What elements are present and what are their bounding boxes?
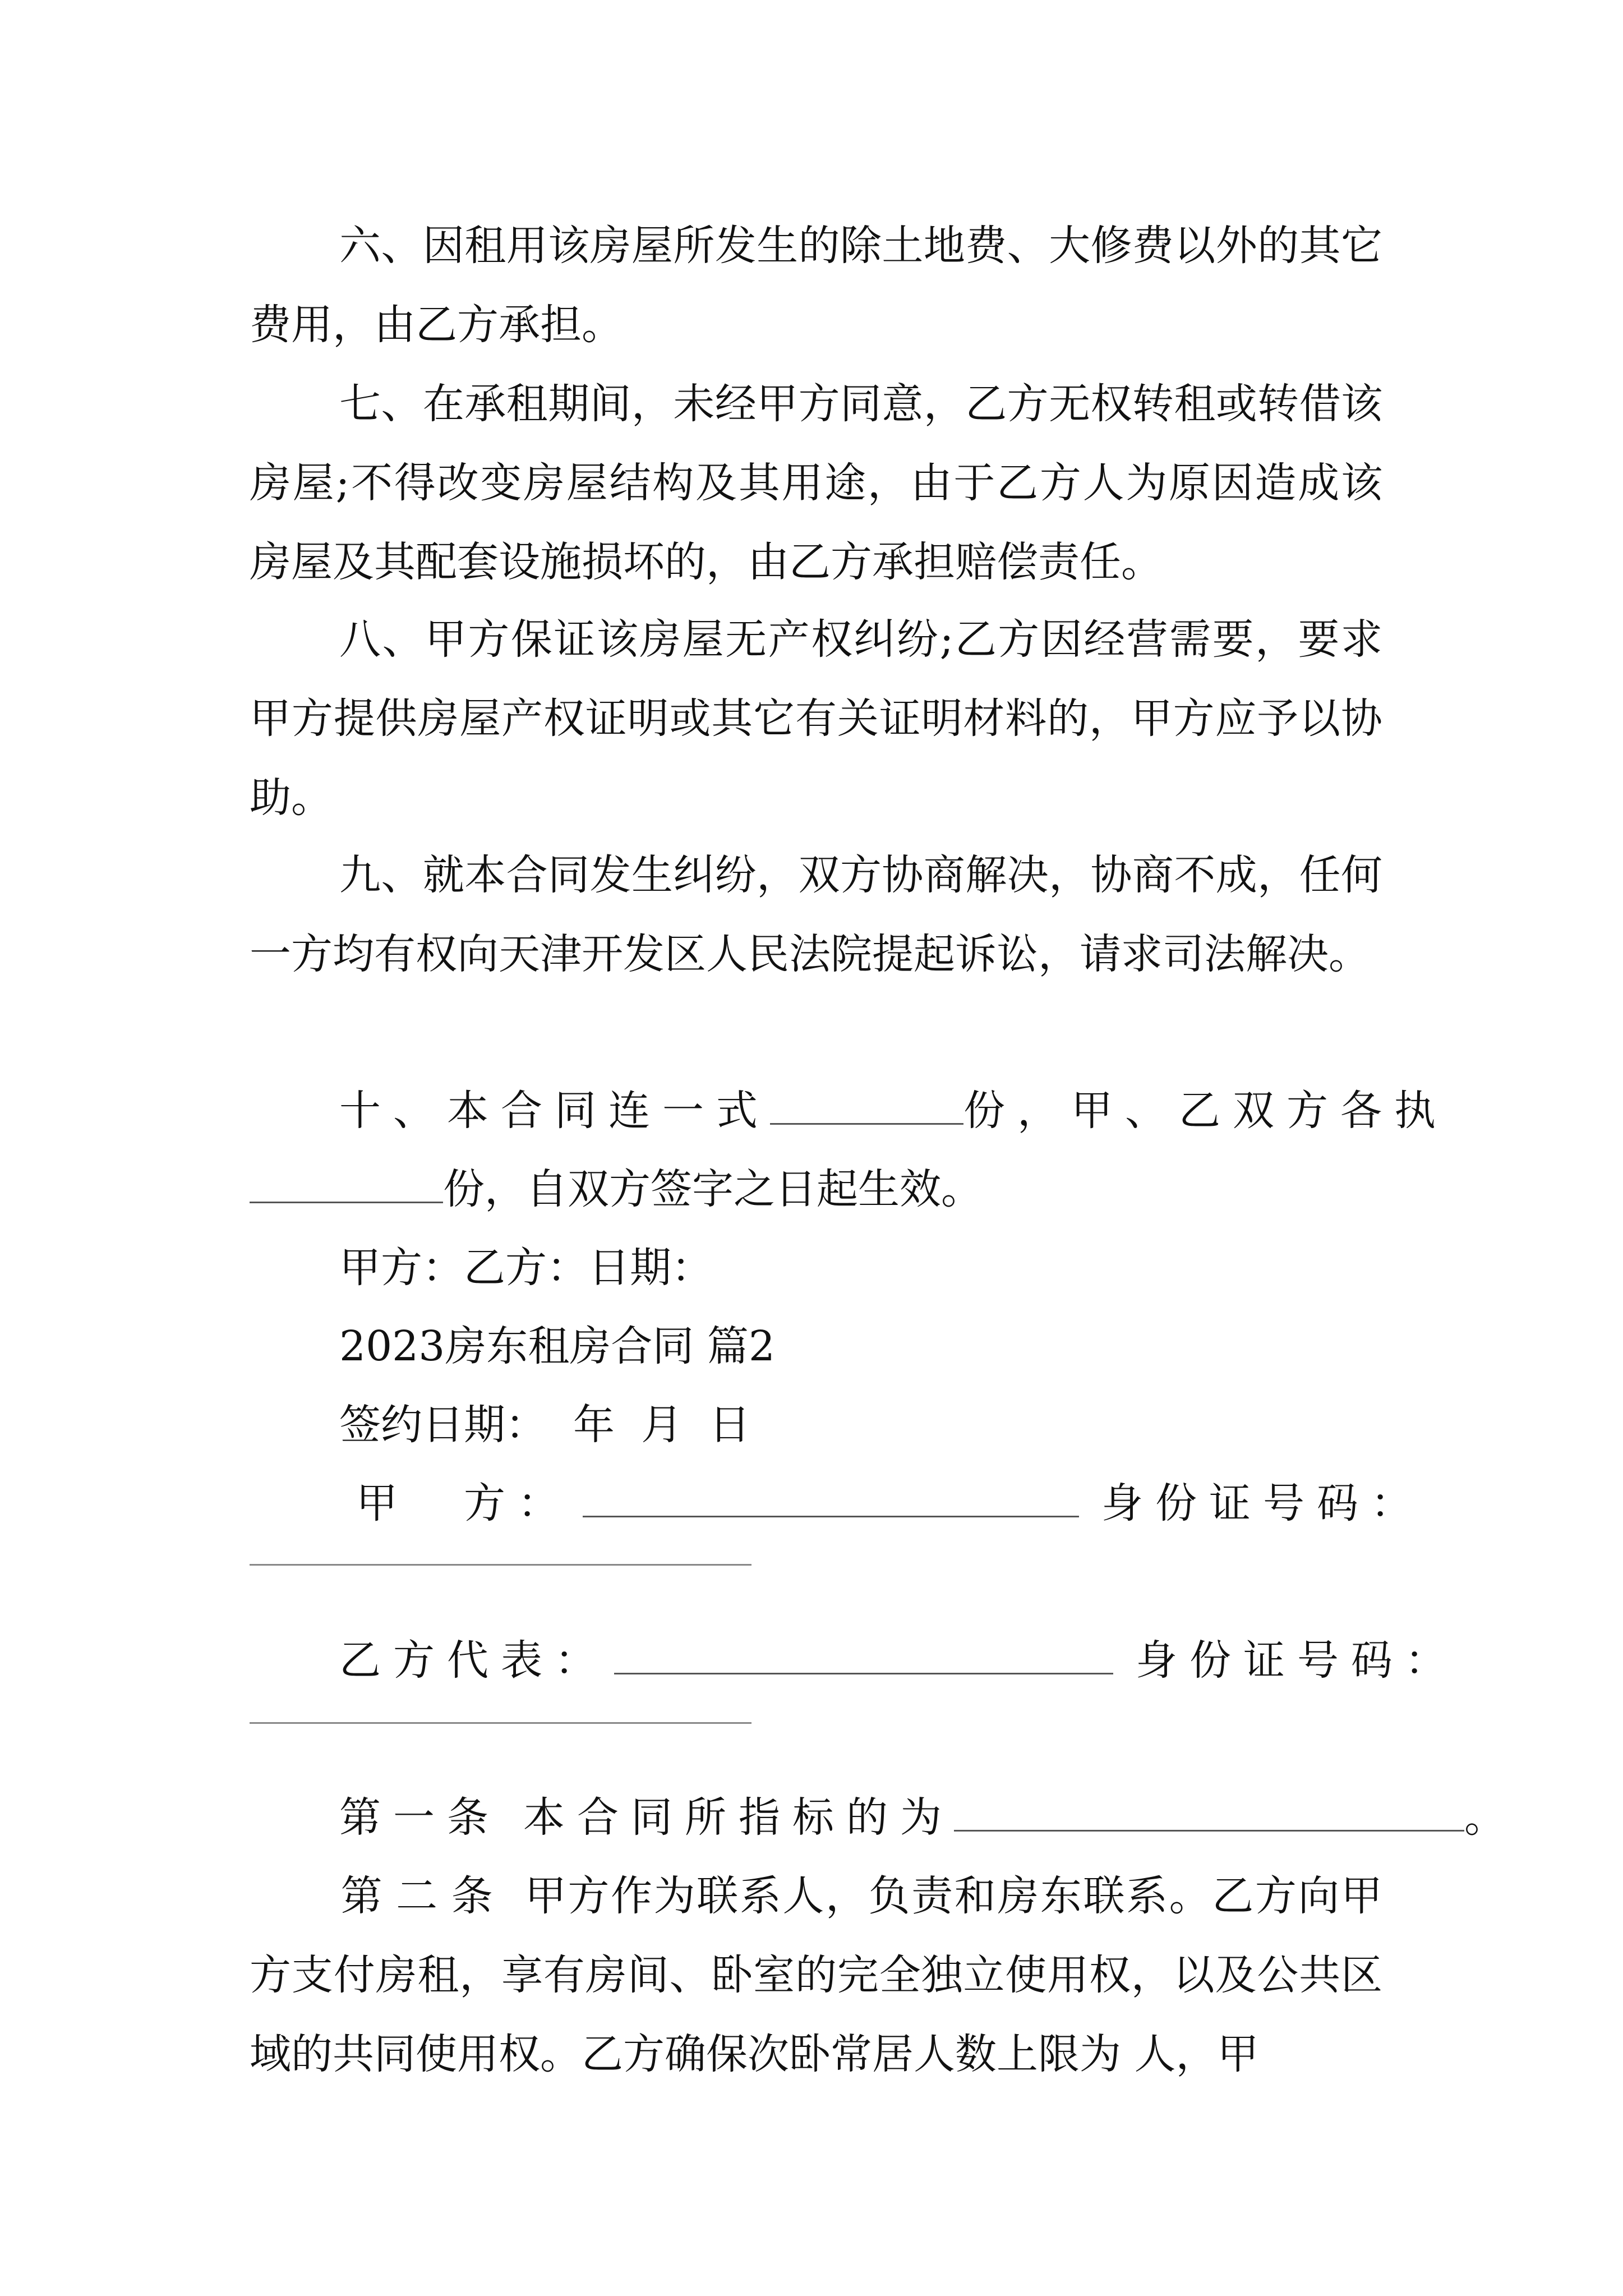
article-1	[339, 1778, 1506, 1857]
clause-8: 八、甲方保证该房屋无产权纠纷;乙方因经营需要，要求甲方提供房屋产权证明或其它有关证明材料的，甲方应予以协助。	[250, 615, 1382, 822]
article-2	[250, 1857, 1382, 2094]
party-b-line	[339, 1621, 1459, 1700]
article-1-blank	[954, 1795, 1464, 1832]
party-b-id-label: 身份证号码：	[1136, 1636, 1459, 1685]
party-b-name-blank	[614, 1638, 1113, 1674]
party-a-label: 甲 方：	[356, 1479, 571, 1527]
clause-10-text-b: 份，甲、乙双方各执	[963, 1087, 1448, 1135]
clause-9: 九、就本合同发生纠纷，双方协商解决，协商不成，任何一方均有权向天津开发区人民法院提起诉讼，请求司法解决。	[250, 851, 1382, 978]
party-a-id-label: 身份证号码：	[1101, 1479, 1424, 1527]
article-1-label: 第一条	[339, 1793, 501, 1842]
article-2-label: 第二条	[339, 1872, 507, 1920]
clause-6: 六、因租用该房屋所发生的除土地费、大修费以外的其它费用，由乙方承担。	[250, 222, 1382, 349]
clause-10-line-2	[250, 1150, 983, 1229]
party-a-id-blank	[250, 1564, 751, 1566]
article-1-text: 本合同所指标的为	[523, 1793, 954, 1842]
section-title: 2023房东租房合同 篇2	[339, 1322, 775, 1370]
party-b-id-blank	[250, 1722, 751, 1724]
signature-line: 甲方：乙方：日期：	[339, 1244, 713, 1292]
copies-total-blank	[770, 1088, 963, 1125]
clause-10-text-c: 份，自双方签字之日起生效。	[443, 1165, 983, 1213]
article-1-end: 。	[1464, 1793, 1506, 1842]
clause-7: 七、在承租期间，未经甲方同意，乙方无权转租或转借该房屋;不得改变房屋结构及其用途，由于乙方人为原因造成该房屋及其配套设施损坏的，由乙方承担赔偿责任。	[250, 380, 1382, 586]
sign-date: 签约日期： 年 月 日	[339, 1401, 751, 1449]
article-2-text: 甲方作为联系人，负责和房东联系。乙方向甲方支付房租，享有房间、卧室的完全独立使用权，以及公共区域的共同使用权。乙方确保次卧常居人数上限为 人，甲	[250, 1872, 1383, 2078]
party-a-line	[356, 1464, 1424, 1543]
clause-10-text-a: 十、本合同连一式	[339, 1087, 770, 1135]
clause-10-line-1	[339, 1071, 1448, 1151]
party-a-name-blank	[583, 1481, 1079, 1517]
party-b-label: 乙方代表：	[339, 1636, 608, 1685]
copies-each-blank	[250, 1167, 443, 1203]
